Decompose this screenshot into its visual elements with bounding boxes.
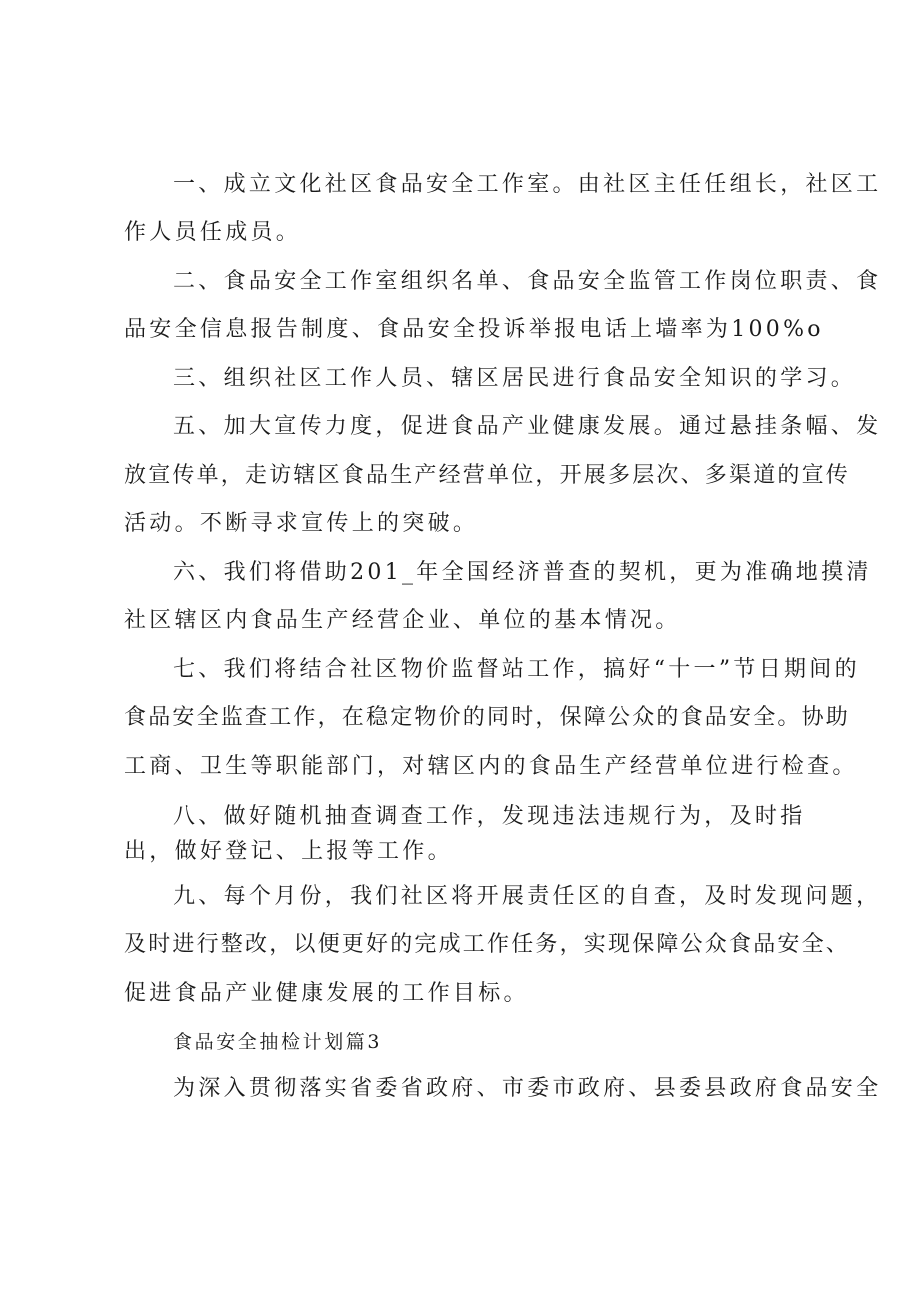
paragraph-7-line-2: 出，做好登记、上报等工作。	[124, 839, 453, 864]
paragraph-2-line-1: 二、食品安全工作室组织名单、食品安全监管工作岗位职责、食	[173, 269, 882, 294]
paragraph-1-line-1: 一、成立文化社区食品安全工作室。由社区主任任组长，社区工	[173, 172, 882, 197]
paragraph-4-line-1: 五、加大宣传力度，促进食品产业健康发展。通过悬挂条幅、发	[173, 414, 882, 439]
paragraph-7-line-1: 八、做好随机抽查调查工作，发现违法违规行为，及时指	[173, 804, 806, 829]
paragraph-4-line-2: 放宣传单，走访辖区食品生产经营单位，开展多层次、多渠道的宣传	[124, 463, 851, 488]
paragraph-6-line-2: 食品安全监查工作，在稳定物价的同时，保障公众的食品安全。协助	[124, 705, 851, 730]
paragraph-6-line-3: 工商、卫生等职能部门，对辖区内的食品生产经营单位进行检查。	[124, 754, 858, 779]
paragraph-4-line-3: 活动。不断寻求宣传上的突破。	[124, 511, 479, 536]
paragraph-8-line-1: 九、每个月份，我们社区将开展责任区的自查，及时发现问题，	[173, 884, 882, 909]
paragraph-6-line-1: 七、我们将结合社区物价监督站工作，搞好“十一”节日期间的	[173, 657, 860, 682]
paragraph-8-line-2: 及时进行整改，以便更好的完成工作任务，实现保障公众食品安全、	[124, 932, 851, 957]
paragraph-8-line-3: 促进食品产业健康发展的工作目标。	[124, 981, 529, 1006]
paragraph-5-line-2: 社区辖区内食品生产经营企业、单位的基本情况。	[124, 608, 681, 633]
paragraph-1-line-2: 作人员任成员。	[124, 220, 302, 245]
paragraph-5-line-1: 六、我们将借助201_年全国经济普查的契机，更为准确地摸清	[173, 560, 872, 585]
paragraph-3-line-1: 三、组织社区工作人员、辖区居民进行食品安全知识的学习。	[173, 366, 857, 391]
section-heading: 食品安全抽检计划篇3	[173, 1031, 383, 1053]
paragraph-2-line-2: 品安全信息报告制度、食品安全投诉举报电话上墙率为100%o	[124, 317, 824, 342]
paragraph-9-line-1: 为深入贯彻落实省委省政府、市委市政府、县委县政府食品安全	[173, 1076, 882, 1101]
